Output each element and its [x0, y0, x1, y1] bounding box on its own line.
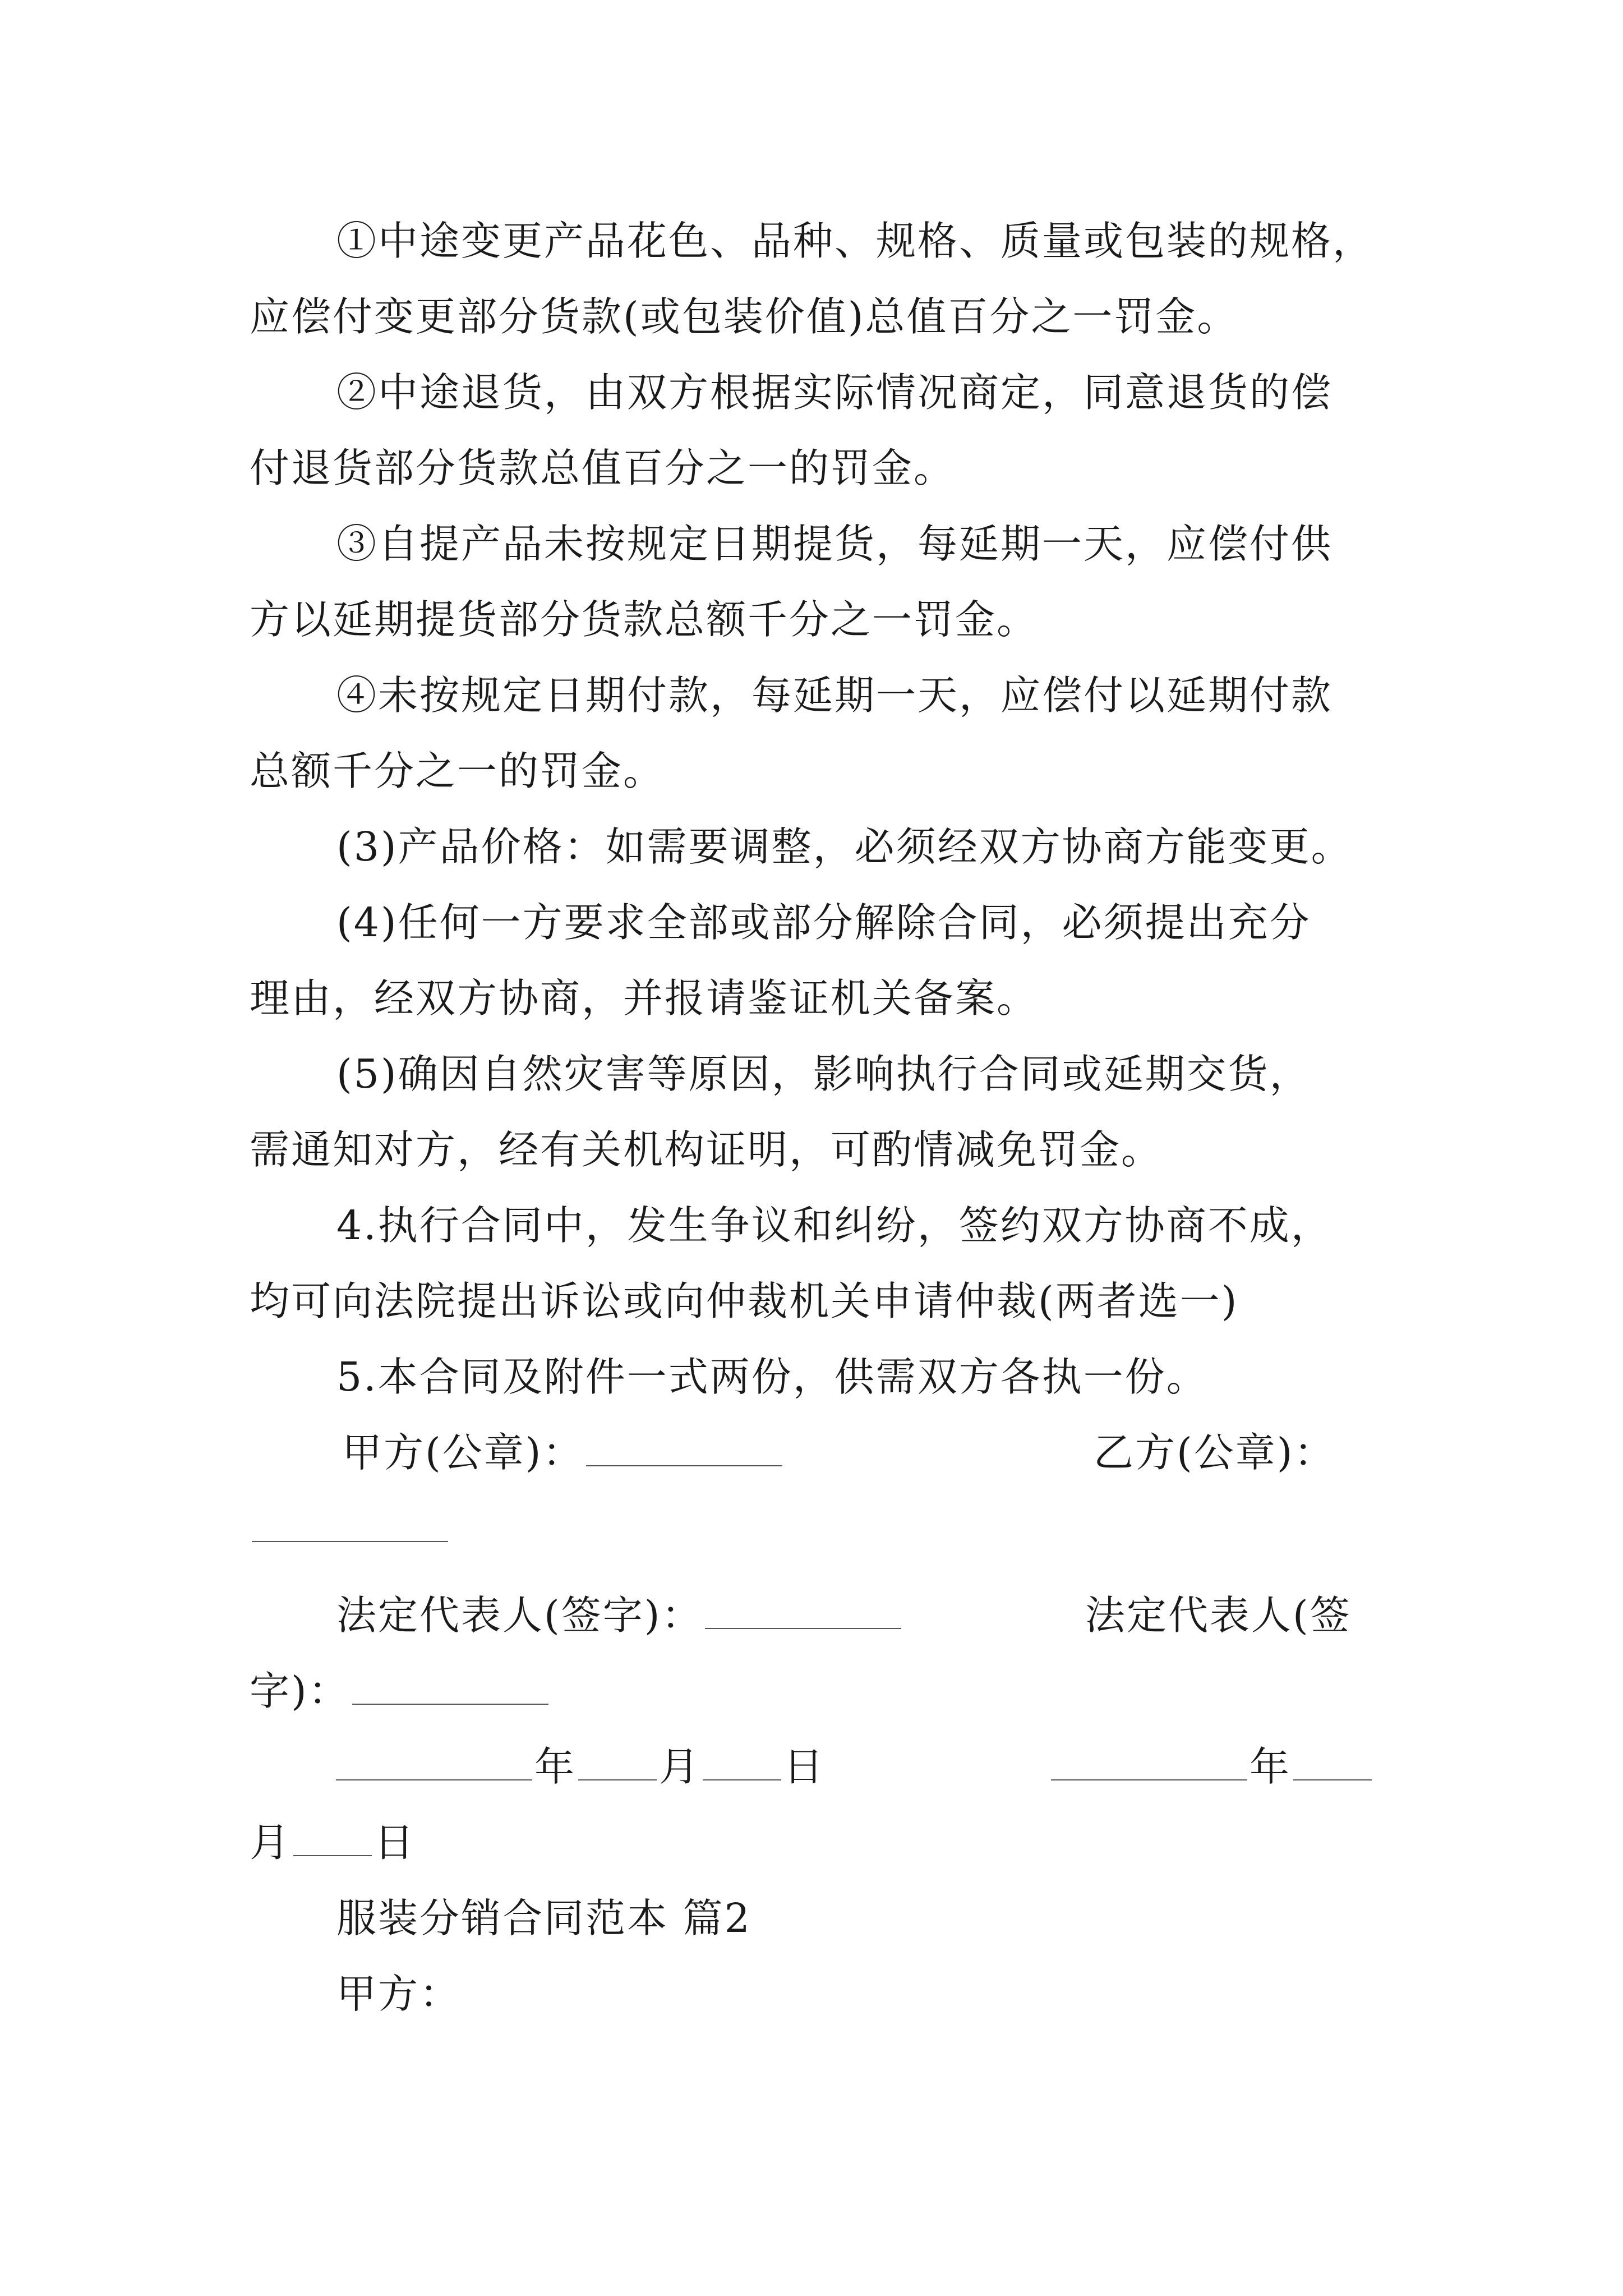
section-title: 服装分销合同范本 篇2 — [336, 1895, 751, 1941]
paragraph-line: ②中途退货，由双方根据实际情况商定，同意退货的偿 — [336, 369, 1333, 416]
party-a-intro: 甲方： — [336, 1971, 462, 2017]
year-label: 年 — [1249, 1743, 1292, 1790]
date-b-day-blank — [293, 1824, 372, 1856]
rep-b-signature-blank — [352, 1672, 548, 1705]
date-b-year-blank — [1051, 1748, 1247, 1780]
date-a-year-blank — [336, 1748, 532, 1780]
month-label: 月 — [659, 1743, 701, 1790]
paragraph-line: ④未按规定日期付款，每延期一天，应偿付以延期付款 — [336, 672, 1333, 719]
day-label: 日 — [374, 1819, 416, 1866]
date-b-month-blank — [1293, 1748, 1372, 1780]
paragraph-line: 付退货部分货款总值百分之一的罚金。 — [250, 445, 956, 491]
party-a-seal-blank — [586, 1434, 782, 1466]
date-a-day-blank — [703, 1748, 781, 1780]
paragraph-line: ①中途变更产品花色、品种、规格、质量或包装的规格， — [336, 218, 1375, 264]
paragraph-line: 均可向法院提出诉讼或向仲裁机关申请仲裁(两者选一) — [250, 1278, 1239, 1324]
date-a-month-blank — [578, 1748, 657, 1780]
paragraph-line: (4)任何一方要求全部或部分解除合同，必须提出充分 — [336, 899, 1311, 946]
month-label: 月 — [250, 1819, 292, 1866]
rep-a — [336, 1590, 903, 1641]
date-a — [334, 1742, 825, 1792]
day-label: 日 — [783, 1743, 826, 1790]
party-b-seal-blank-row — [250, 1503, 450, 1554]
rep-b-label: 法定代表人(签 — [1085, 1592, 1352, 1639]
party-b-seal-blank — [252, 1510, 448, 1542]
paragraph-line: 方以延期提货部分货款总额千分之一罚金。 — [250, 596, 1039, 643]
rep-a-signature-blank — [705, 1596, 901, 1629]
rep-b-label-cont: 字)： — [250, 1668, 350, 1714]
year-label: 年 — [534, 1743, 577, 1790]
date-b-year — [1049, 1742, 1374, 1792]
paragraph-line: (5)确因自然灾害等原因，影响执行合同或延期交货， — [336, 1051, 1311, 1097]
paragraph-line: 需通知对方，经有关机构证明，可酌情减免罚金。 — [250, 1126, 1163, 1173]
rep-b — [250, 1666, 551, 1717]
paragraph-line: ③自提产品未按规定日期提货，每延期一天，应偿付供 — [336, 521, 1333, 567]
date-b-rest — [250, 1818, 416, 1868]
paragraph-line: 应偿付变更部分货款(或包装价值)总值百分之一罚金。 — [250, 293, 1239, 340]
party-a-seal — [342, 1428, 785, 1478]
party-b-label: 乙方(公章)： — [1094, 1429, 1336, 1476]
paragraph-line: 总额千分之一的罚金。 — [250, 748, 665, 794]
paragraph-line: 5.本合同及附件一式两份，供需双方各执一份。 — [336, 1354, 1208, 1400]
paragraph-line: 4.执行合同中，发生争议和纠纷，签约双方协商不成， — [336, 1202, 1332, 1249]
rep-a-label: 法定代表人(签字)： — [336, 1592, 703, 1639]
party-a-label: 甲方(公章)： — [342, 1429, 584, 1476]
paragraph-line: (3)产品价格：如需要调整，必须经双方协商方能变更。 — [336, 823, 1353, 870]
paragraph-line: 理由，经双方协商，并报请鉴证机关备案。 — [250, 975, 1039, 1022]
